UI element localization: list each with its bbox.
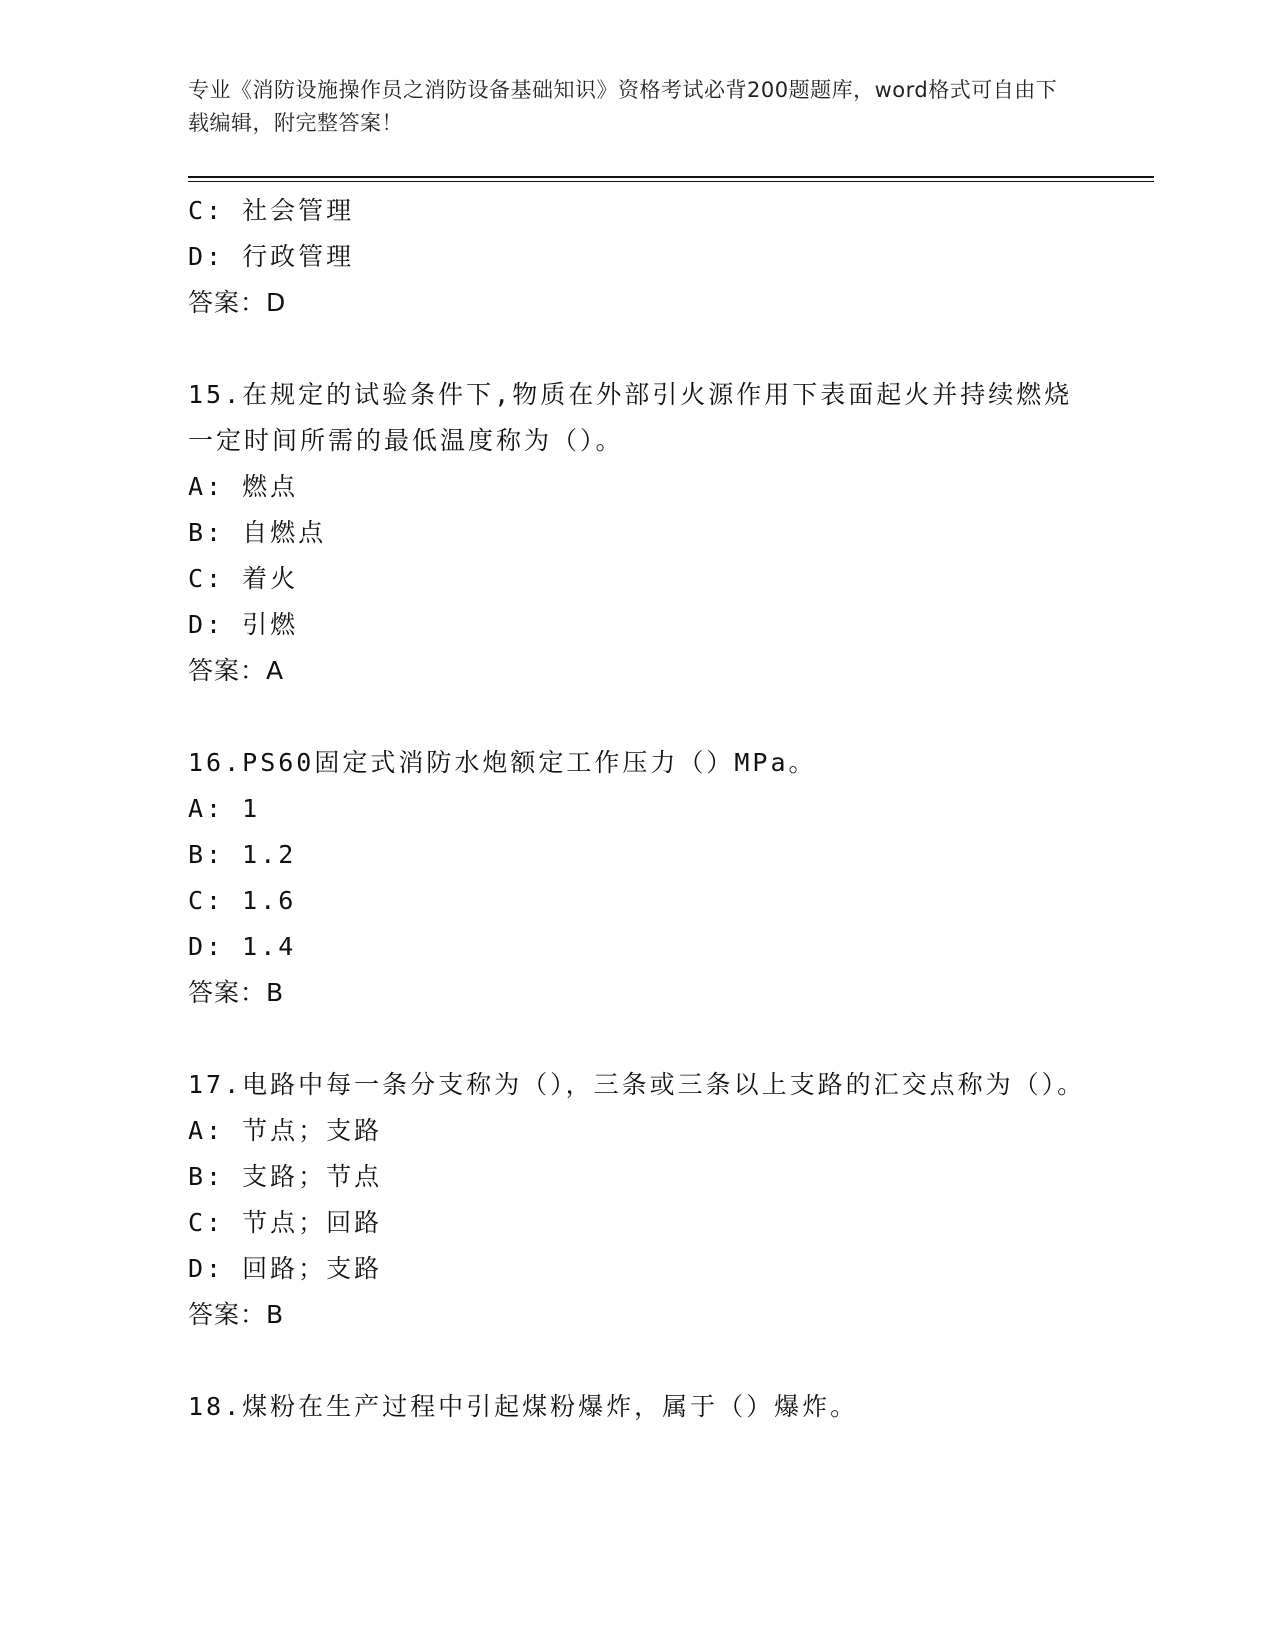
option-c: C: 着火 [188, 564, 299, 593]
option-b: B: 支路；节点 [188, 1162, 383, 1191]
option-b: B: 1.2 [188, 840, 297, 869]
option-a: A: 燃点 [188, 472, 299, 501]
question-stem: 16.PS60固定式消防水炮额定工作压力（）MPa。 [188, 748, 817, 777]
answer: 答案：B [188, 978, 285, 1007]
answer: 答案：A [188, 656, 285, 685]
question-14-tail [188, 188, 1088, 326]
header-rule-thin [188, 181, 1154, 182]
option-d: D: 1.4 [188, 932, 297, 961]
question-17 [188, 1062, 1088, 1338]
question-list [188, 188, 1088, 1430]
question-stem: 15.在规定的试验条件下,物质在外部引火源作用下表面起火并持续燃烧一定时间所需的最低温度称为（）。 [188, 380, 1073, 455]
answer: 答案：B [188, 1300, 285, 1329]
answer: 答案：D [188, 288, 287, 317]
question-16 [188, 740, 1088, 1016]
option-c: C: 节点；回路 [188, 1208, 383, 1237]
option-b: B: 自燃点 [188, 518, 327, 547]
option-d: D: 行政管理 [188, 242, 355, 271]
option-a: A: 节点；支路 [188, 1116, 383, 1145]
question-stem: 18.煤粉在生产过程中引起煤粉爆炸，属于（）爆炸。 [188, 1392, 859, 1421]
header-rule-thick [188, 176, 1154, 178]
question-15 [188, 372, 1088, 694]
header-text: 专业《消防设施操作员之消防设备基础知识》资格考试必背200题题库，word格式可自由下载编辑，附完整答案！ [188, 78, 1058, 135]
question-stem: 17.电路中每一条分支称为（），三条或三条以上支路的汇交点称为（）。 [188, 1070, 1086, 1099]
question-18 [188, 1384, 1088, 1430]
option-c: C: 1.6 [188, 886, 297, 915]
option-c: C: 社会管理 [188, 196, 355, 225]
option-d: D: 引燃 [188, 610, 299, 639]
option-d: D: 回路；支路 [188, 1254, 383, 1283]
document-header [188, 74, 1068, 140]
option-a: A: 1 [188, 794, 261, 823]
